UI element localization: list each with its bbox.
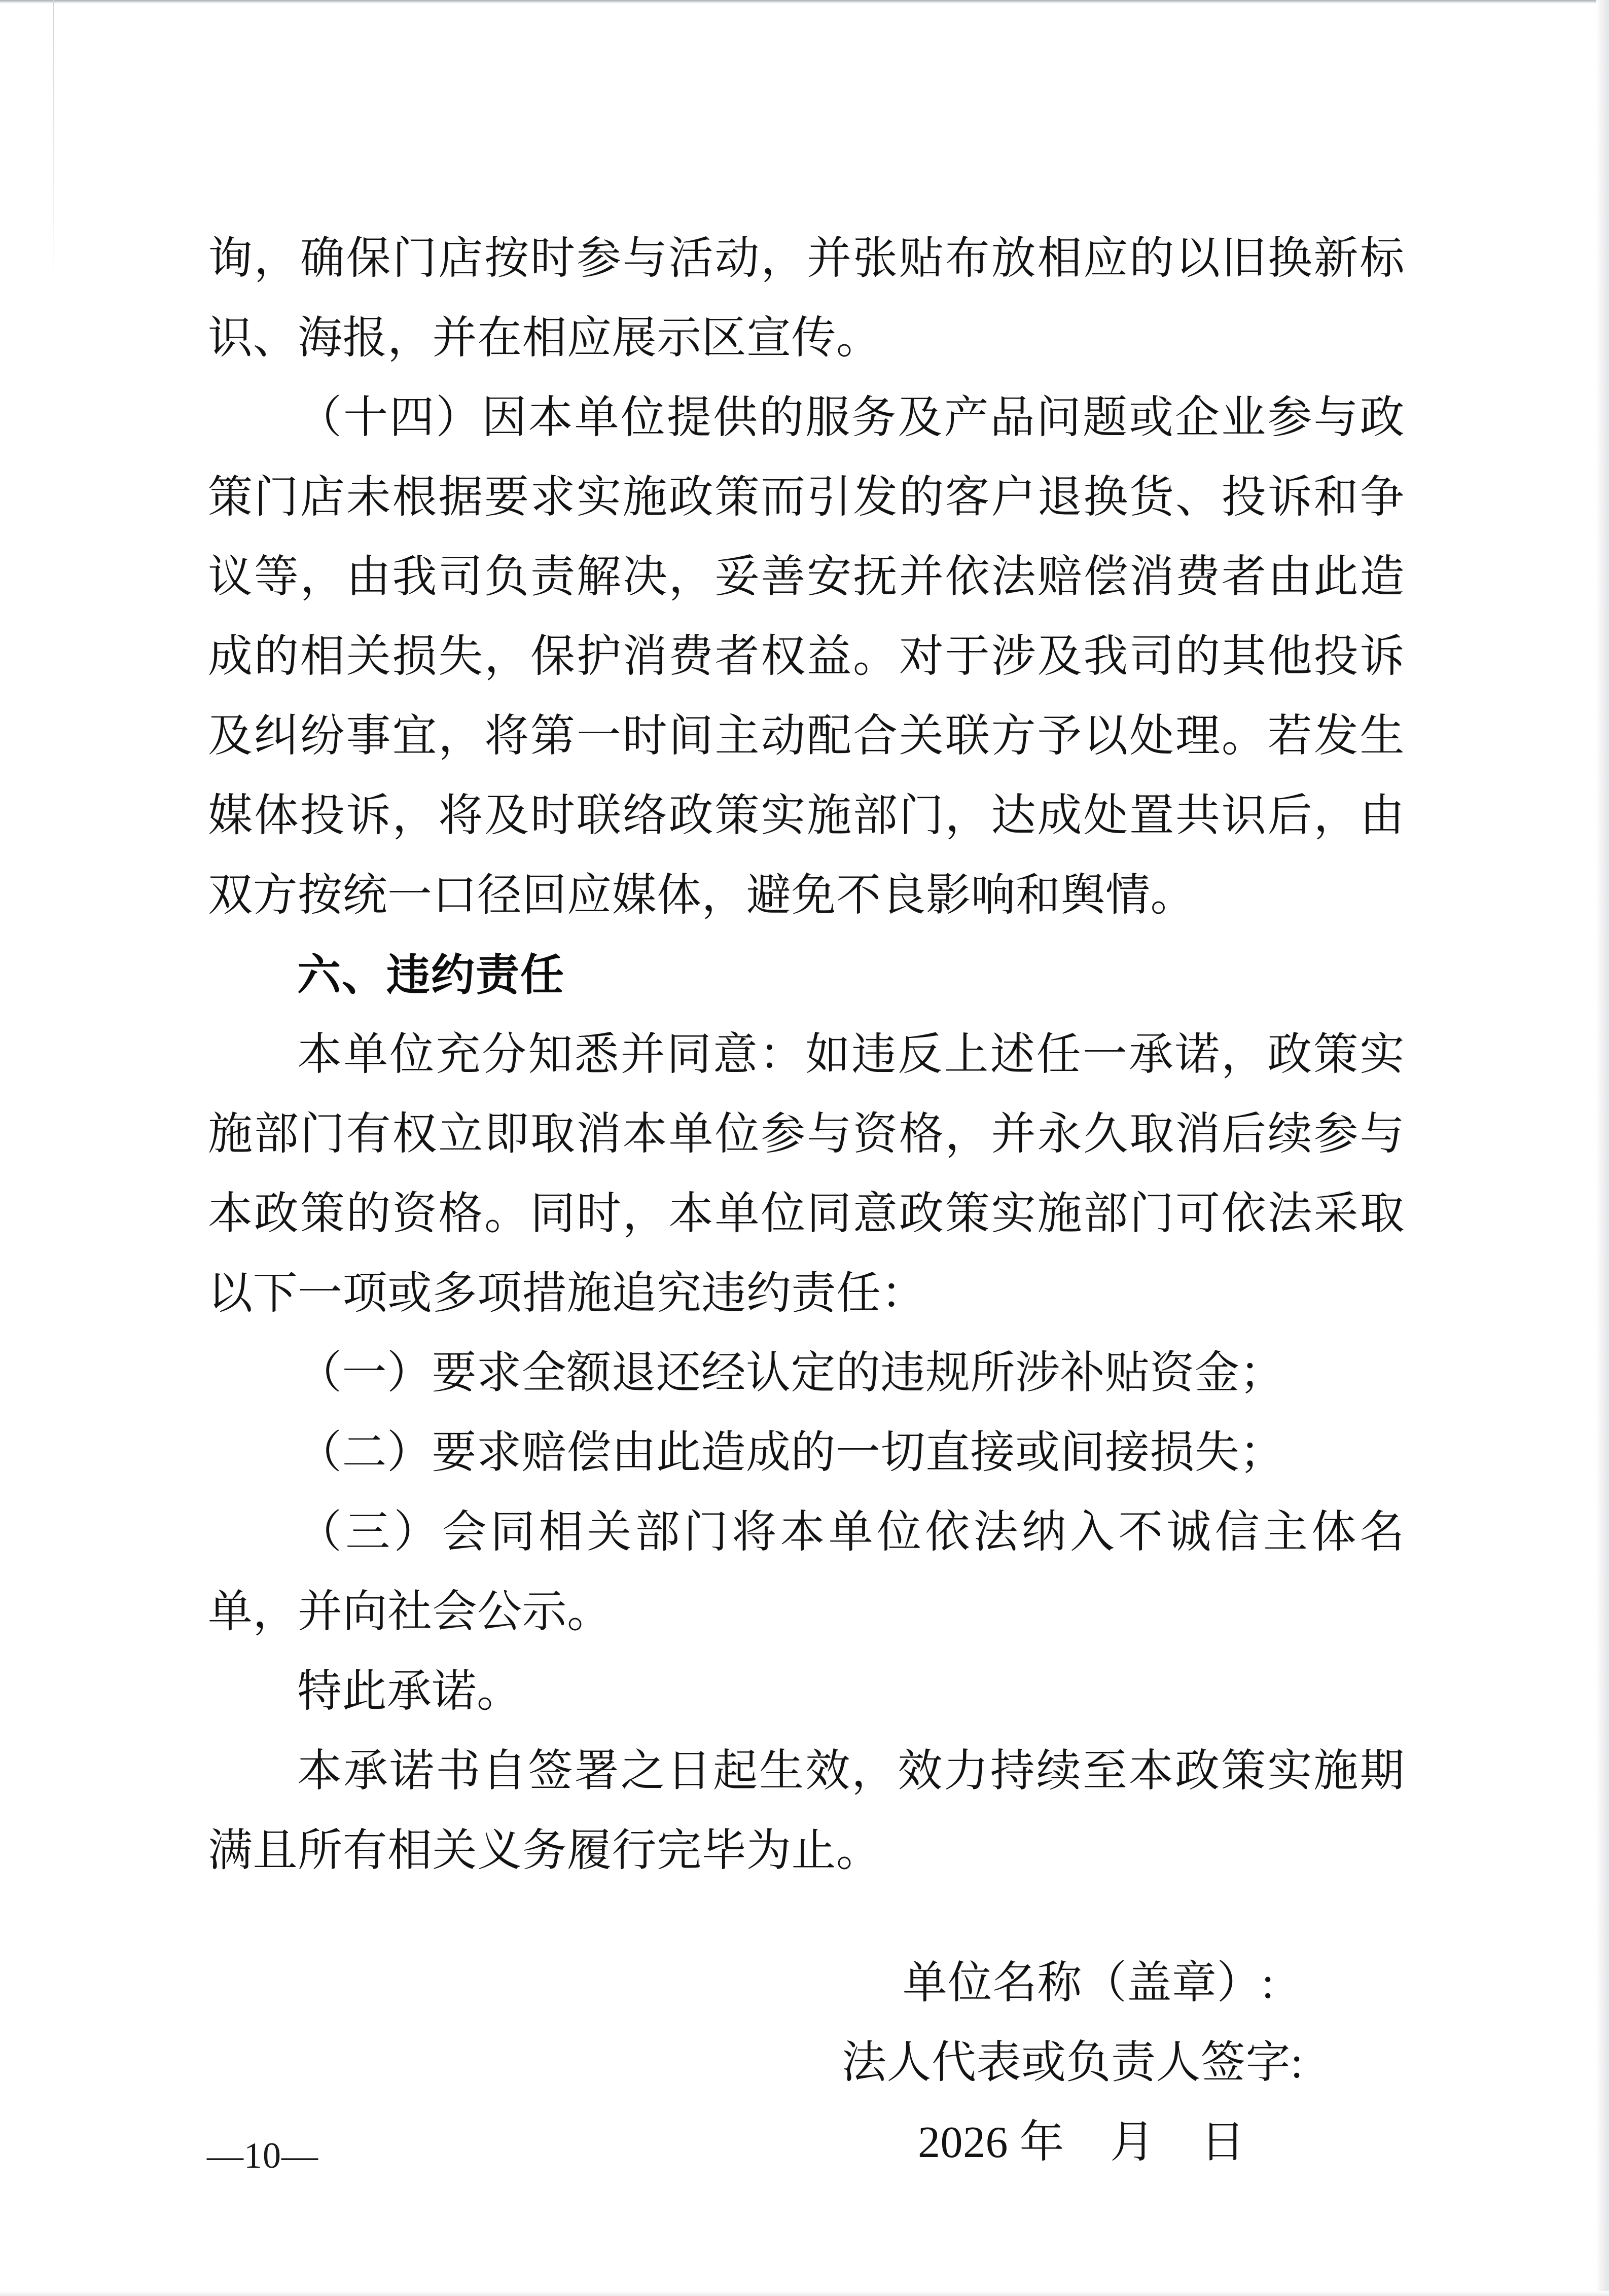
measure-item-two: （二）要求赔偿由此造成的一切直接或间接损失； [297, 1428, 1285, 1478]
signature-block [208, 1944, 1405, 2182]
signature-date-line: 2026 年 月 日 [918, 2118, 1246, 2167]
page-number: —10— [207, 2135, 318, 2176]
closing-statement-paragraph: 特此承诺。 [297, 1667, 522, 1716]
scan-edge-right [1596, 0, 1609, 2296]
clause-fourteen-paragraph: （十四）因本单位提供的服务及产品问题或企业参与政策门店未根据要求实施政策而引发的客户退换货、投诉和争议等，由我司负责解决，妥善安抚并依法赔偿消费者由此造成的相关损失，保护消费者权益。对于涉及我司的其他投诉及纠纷事宜，将第一时间主动配合关联方予以处理。若发生媒体投诉，将及时联络政策实施部门，达成处置共识后，由双方按统一口径回应媒体，避免不良影响和舆情。 [208, 393, 1405, 920]
paragraph-continued-from-previous-page: 询，确保门店按时参与活动，并张贴布放相应的以旧换新标识、海报，并在相应展示区宣传。 [208, 234, 1405, 363]
scan-edge-top [0, 0, 1609, 4]
validity-clause-paragraph: 本承诺书自签署之日起生效，效力持续至本政策实施期满且所有相关义务履行完毕为止。 [208, 1747, 1405, 1876]
document-body [208, 219, 1405, 2182]
section-six-heading: 六、违约责任 [297, 951, 565, 999]
scan-edge-left [53, 0, 54, 284]
legal-representative-signature-label: 法人代表或负责人签字: [842, 2038, 1303, 2088]
measure-item-three: （三）会同相关部门将本单位依法纳入不诚信主体名单，并向社会公示。 [208, 1508, 1405, 1637]
measure-item-one: （一）要求全额退还经认定的违规所涉补贴资金； [297, 1349, 1285, 1398]
scan-edge-bottom [0, 2291, 1609, 2296]
unit-name-seal-label: 单位名称（盖章）: [903, 1959, 1274, 2008]
section-six-intro-paragraph: 本单位充分知悉并同意：如违反上述任一承诺，政策实施部门有权立即取消本单位参与资格，并永久取消后续参与本政策的资格。同时，本单位同意政策实施部门可依法采取以下一项或多项措施追究违约责任： [208, 1030, 1405, 1318]
